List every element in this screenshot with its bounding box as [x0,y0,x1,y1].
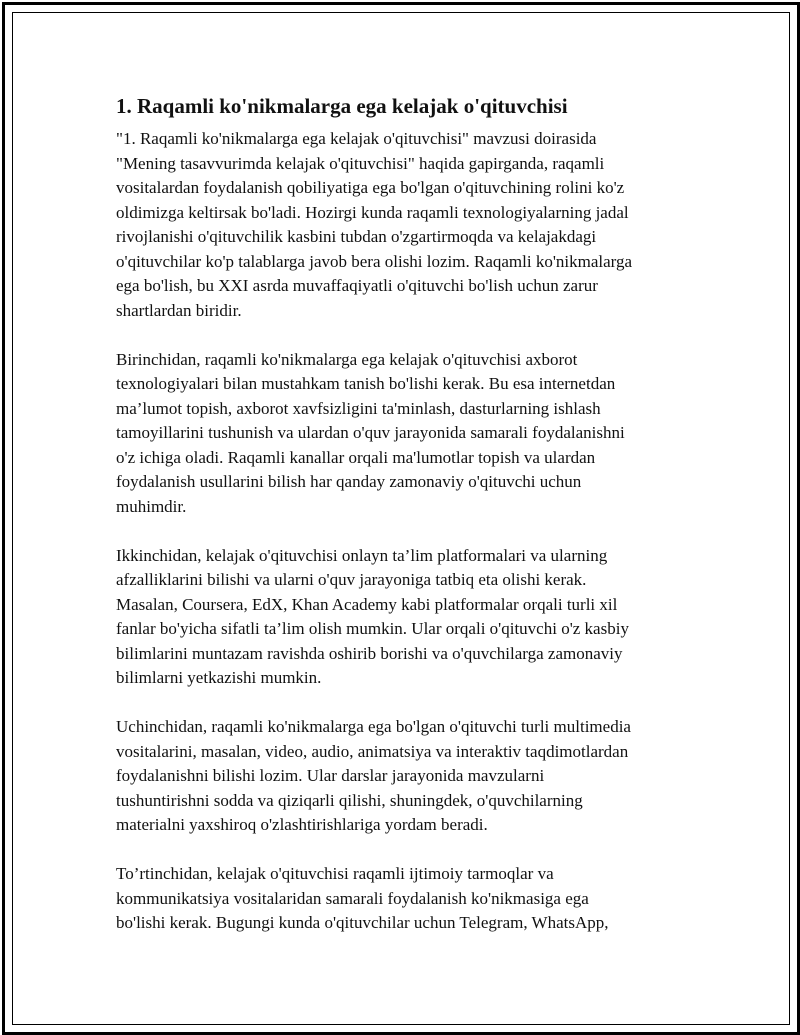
paragraph-first: Birinchidan, raqamli ko'nikmalarga ega kelajak o'qituvchisi axborot texnologiyalari bilan mustahkam tanish bo'lishi kerak. Bu esa internetdan ma’lumot topish, axborot xavfsizligini ta'minlash, dasturlarning ishlash tamoyillarini tushunish va ulardan o'quv jarayonida samarali foydalanishni o'z ichiga oladi. Raqamli kanallar orqali ma'lumotlar topish va ulardan foydalanish usullarini bilish har qanday zamonaviy o'qituvchi uchun muhimdir. [116,349,625,516]
document-body [116,93,686,960]
document-page [2,2,800,1035]
section-heading: 1. Raqamli ko'nikmalarga ega kelajak o'qituvchisi [116,94,568,118]
paragraph-third: Uchinchidan, raqamli ko'nikmalarga ega bo'lgan o'qituvchi turli multimedia vositalarini, masalan, video, audio, animatsiya va interaktiv taqdimotlardan foydalanishni bilishi lozim. Ular darslar jarayonida mavzularni tushuntirishni sodda va qiziqarli qilishi, shuningdek, o'quvchilarning materialni yaxshiroq o'zlashtirishlariga yordam beradi. [116,717,631,834]
paragraph-second: Ikkinchidan, kelajak o'qituvchisi onlayn ta’lim platformalari va ularning afzalliklarini bilishi va ularni o'quv jarayoniga tatbiq eta olishi kerak. Masalan, Coursera, EdX, Khan Academy kabi platformalar orqali turli xil fanlar bo'yicha sifatli ta’lim olish mumkin. Ular orqali o'qituvchi o'z kasbiy bilimlarini muntazam ravishda oshirib borishi va o'quvchilarga zamonaviy bilimlarni yetkazishi mumkin. [116,545,629,687]
paragraph-fourth: To’rtinchidan, kelajak o'qituvchisi raqamli ijtimoiy tarmoqlar va kommunikatsiya vositalaridan samarali foydalanish ko'nikmasiga ega bo'lishi kerak. Bugungi kunda o'qituvchilar uchun Telegram, WhatsApp, [116,864,609,932]
paragraph-intro: "1. Raqamli ko'nikmalarga ega kelajak o'qituvchisi" mavzusi doirasida "Mening tasavvurimda kelajak o'qituvchisi" haqida gapirganda, raqamli vositalardan foydalanish qobiliyatiga ega bo'lgan o'qituvchining rolini ko'z oldimizga keltirsak bo'ladi. Hozirgi kunda raqamli texnologiyalarning jadal rivojlanishi o'qituvchilik kasbini tubdan o'zgartirmoqda va kelajakdagi o'qituvchilar ko'p talablarga javob bera olishi lozim. Raqamli ko'nikmalarga ega bo'lish, bu XXI asrda muvaffaqiyatli o'qituvchi bo'lish uchun zarur shartlardan biridir. [116,129,633,320]
